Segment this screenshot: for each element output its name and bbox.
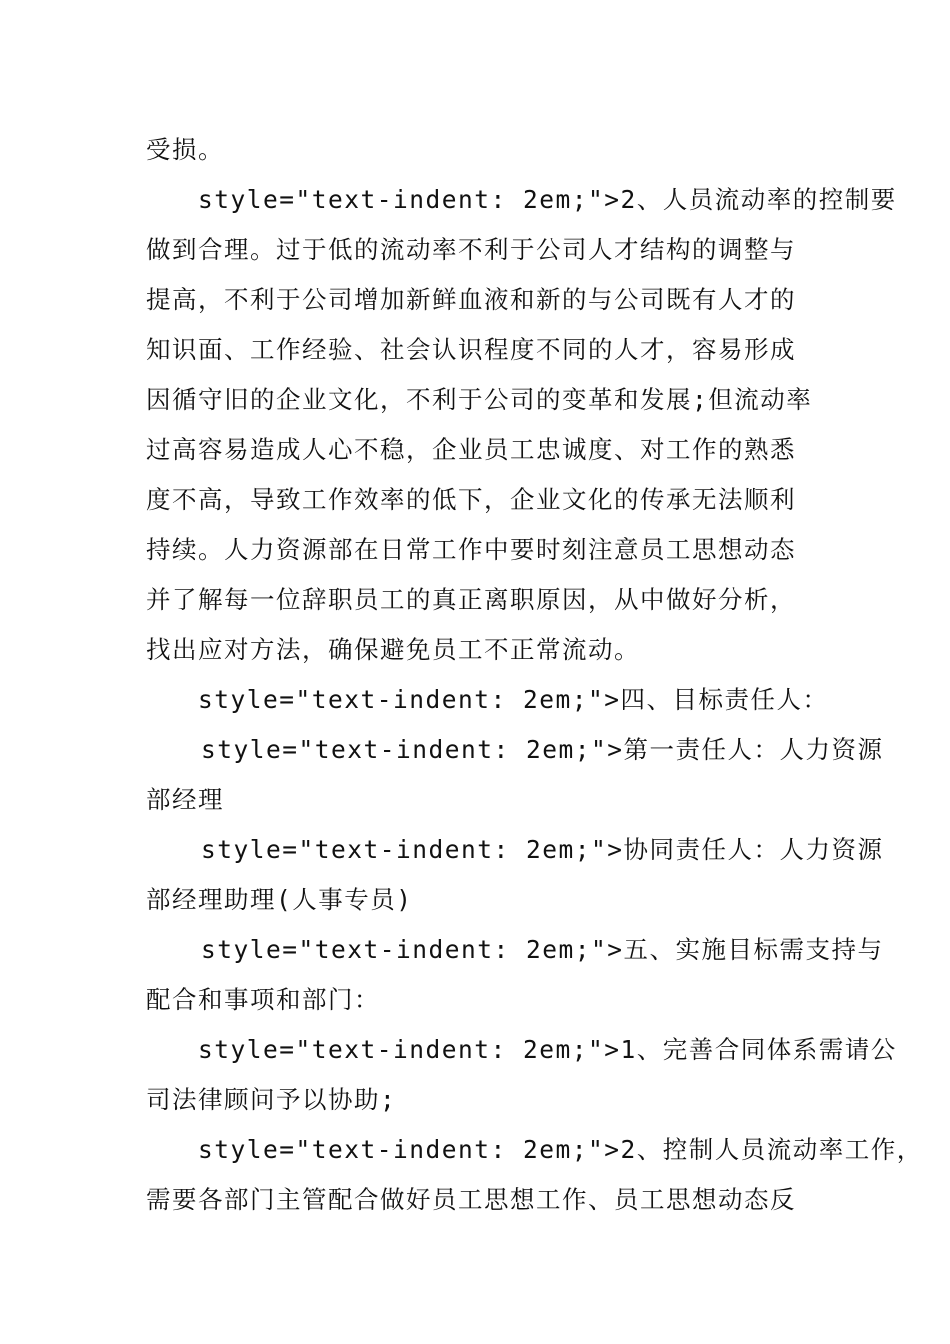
section-heading: style="text-indent: 2em;">五、实施目标需支持与 — [201, 935, 884, 964]
text-line: 受损。 — [146, 135, 224, 164]
text-line: 知识面、工作经验、社会认识程度不同的人才，容易形成 — [146, 335, 796, 364]
text-line: 因循守旧的企业文化，不利于公司的变革和发展;但流动率 — [146, 385, 813, 414]
text-line: style="text-indent: 2em;">1、完善合同体系需请公 — [198, 1035, 897, 1064]
text-line: style="text-indent: 2em;">2、控制人员流动率工作， — [198, 1135, 923, 1164]
text-line: style="text-indent: 2em;">协同责任人：人力资源 — [201, 835, 884, 864]
text-line: 找出应对方法，确保避免员工不正常流动。 — [146, 635, 640, 664]
section-heading: style="text-indent: 2em;">四、目标责任人： — [198, 685, 829, 714]
document-page — [146, 125, 923, 1225]
text-line: style="text-indent: 2em;">第一责任人：人力资源 — [201, 735, 884, 764]
text-line: 度不高，导致工作效率的低下，企业文化的传承无法顺利 — [146, 485, 796, 514]
text-line: 需要各部门主管配合做好员工思想工作、员工思想动态反 — [146, 1185, 796, 1214]
text-line: style="text-indent: 2em;">2、人员流动率的控制要 — [198, 185, 897, 214]
text-line: 提高，不利于公司增加新鲜血液和新的与公司既有人才的 — [146, 285, 796, 314]
text-line: 配合和事项和部门： — [146, 985, 380, 1014]
text-line: 部经理助理(人事专员) — [146, 885, 413, 914]
text-line: 部经理 — [146, 785, 224, 814]
text-line: 并了解每一位辞职员工的真正离职原因，从中做好分析， — [146, 585, 796, 614]
text-line: 过高容易造成人心不稳，企业员工忠诚度、对工作的熟悉 — [146, 435, 796, 464]
text-line: 做到合理。过于低的流动率不利于公司人才结构的调整与 — [146, 235, 796, 264]
text-line: 司法律顾问予以协助; — [146, 1085, 397, 1114]
text-line: 持续。人力资源部在日常工作中要时刻注意员工思想动态 — [146, 535, 796, 564]
